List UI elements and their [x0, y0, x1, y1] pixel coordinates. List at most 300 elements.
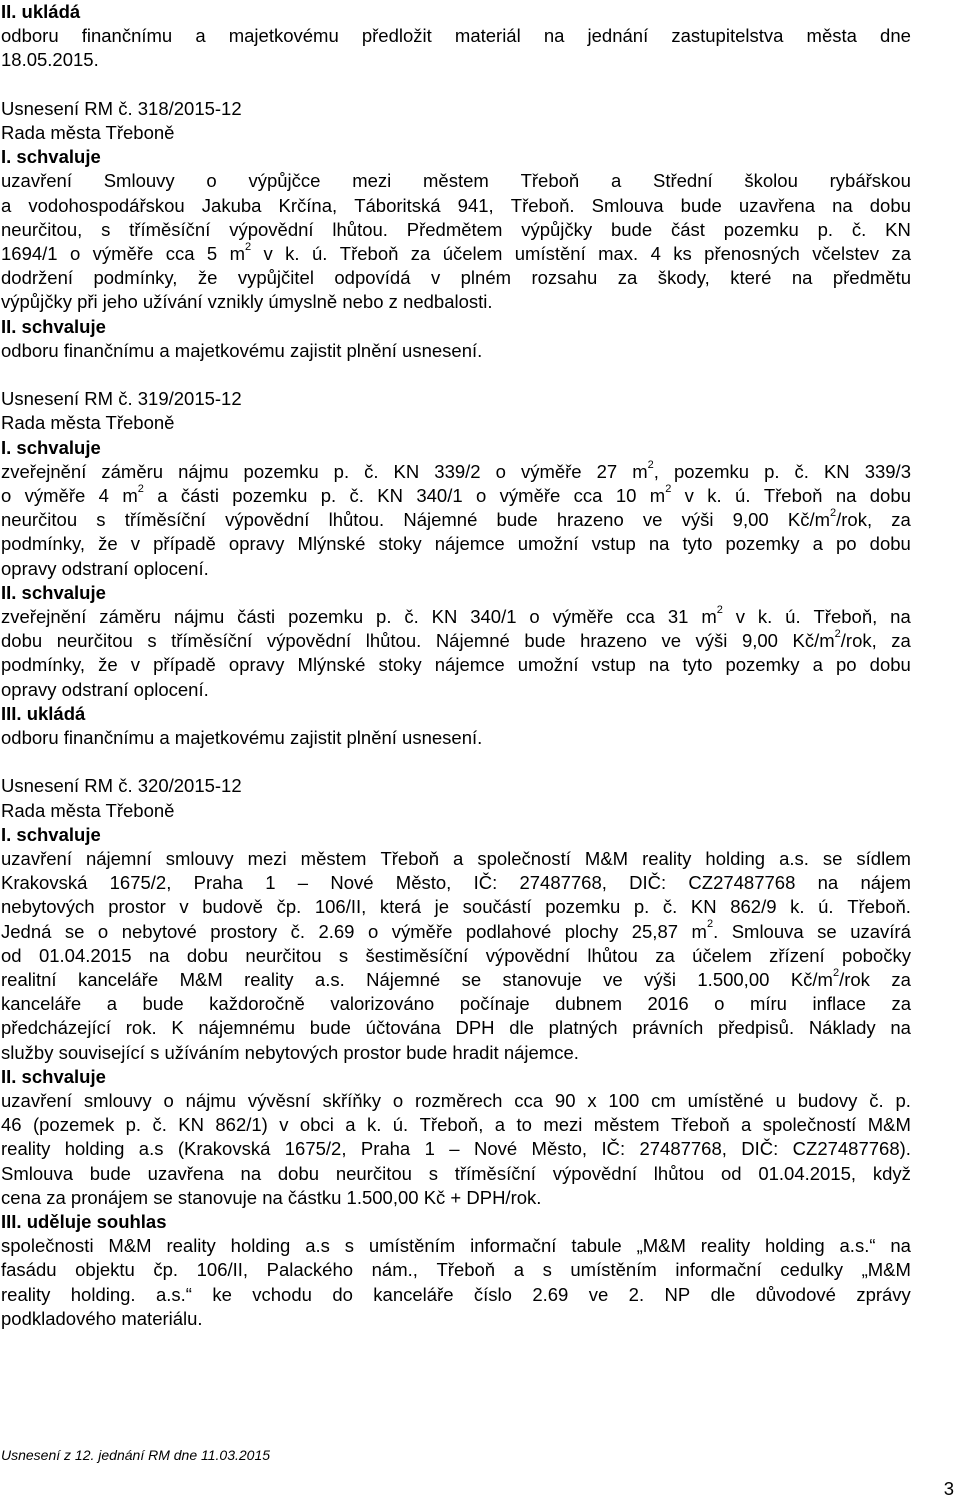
word: prostory — [210, 920, 278, 942]
word: pozemku — [723, 218, 799, 240]
text-line — [1, 532, 911, 556]
word: části — [180, 485, 219, 506]
text-line: Usnesení RM č. 319/2015-12 — [1, 388, 242, 410]
word: o — [495, 460, 506, 482]
word: případě — [153, 654, 216, 676]
word: dle — [509, 1017, 534, 1039]
word: o — [97, 920, 109, 942]
word: rok. — [125, 1017, 157, 1039]
word: a — [195, 25, 206, 47]
word: šestiměsíční — [365, 944, 469, 966]
word: uzavření — [1, 1090, 72, 1111]
word: plném — [460, 267, 512, 289]
word: účelem — [442, 243, 503, 264]
word: ú. — [818, 896, 834, 918]
word: ve — [661, 630, 682, 652]
word: KN — [690, 896, 717, 918]
word: za — [617, 267, 638, 289]
word: 10 — [615, 485, 637, 506]
word: škody, — [657, 267, 710, 289]
word: výši — [644, 969, 676, 990]
word: bude — [680, 194, 722, 216]
word: informační — [675, 1259, 762, 1281]
word: k. — [707, 485, 722, 506]
word: M&M — [867, 1114, 911, 1136]
word: dobu — [186, 944, 229, 966]
word: Třeboň. — [510, 194, 575, 216]
word: hrazeno — [556, 509, 624, 531]
word: Třeboň — [339, 243, 399, 264]
word: 2.69 — [532, 1283, 569, 1305]
word: ke — [212, 1283, 232, 1305]
text-line — [1, 218, 911, 242]
word: 941, — [457, 194, 494, 216]
word: podlahové — [465, 920, 552, 942]
word: tříměsíční — [124, 509, 206, 531]
word: Nové — [473, 1138, 518, 1160]
word: kanceláře — [77, 969, 159, 990]
word: ú. — [392, 1114, 409, 1136]
word: cca — [626, 606, 655, 627]
word: 106/II, — [196, 1259, 249, 1281]
word: součástí — [462, 896, 532, 918]
word: bude — [610, 218, 653, 240]
word: s — [96, 509, 106, 531]
word: výměře — [92, 243, 154, 264]
word: s — [147, 630, 157, 652]
word: Jakuba — [201, 194, 262, 216]
word: 25,87 — [631, 920, 679, 942]
word: lhůtou. — [365, 630, 422, 652]
word: dobu — [869, 194, 911, 216]
word: nebytových — [1, 896, 95, 918]
word: vypůjčitel — [237, 267, 314, 289]
word: dubnem — [555, 993, 623, 1015]
word: účelem — [692, 944, 752, 966]
word: holding — [230, 1235, 291, 1257]
word: Praha — [360, 1138, 411, 1160]
text-line: opravy odstraní oplocení. — [1, 557, 209, 579]
word: po — [835, 654, 857, 676]
word: majetkovému — [228, 25, 339, 47]
word: umožní — [517, 654, 579, 676]
word: městem — [300, 848, 367, 869]
word: v — [130, 533, 140, 555]
word: předpisů. — [717, 1017, 795, 1039]
word: NP — [664, 1283, 691, 1305]
word: Táboritská — [354, 194, 441, 216]
word: vstup — [591, 533, 636, 555]
text-line — [1, 920, 911, 944]
word: právních — [632, 1017, 704, 1039]
word: s — [344, 1235, 354, 1257]
word: č. — [404, 606, 419, 627]
word: neurčitou — [1, 509, 78, 531]
word: ú. — [785, 606, 801, 627]
word: uzavírá — [850, 920, 911, 942]
word: nájem — [860, 872, 911, 894]
word: holding. — [70, 1283, 136, 1305]
word: 27487768, — [519, 872, 607, 894]
word: $Kč/m^2$/rok — [790, 966, 870, 990]
superscript-2: 2 — [647, 458, 654, 471]
word: Smlouva — [591, 194, 664, 216]
word: opravy — [228, 533, 285, 555]
word: pozemku — [232, 485, 308, 506]
word: v — [179, 896, 189, 918]
word: výpůjčky — [521, 218, 593, 240]
word: materiál — [454, 25, 521, 47]
word: předložit — [361, 25, 432, 47]
word: tříměsíční — [171, 630, 253, 652]
text-line: podkladového materiálu. — [1, 1307, 203, 1329]
word: 862/1) — [215, 1114, 268, 1136]
word: x — [587, 1090, 597, 1111]
text-line — [1, 266, 911, 290]
word: „M&M — [861, 1259, 911, 1281]
word: podmínky, — [1, 654, 85, 676]
word: uzavřena — [738, 194, 816, 216]
word: to — [516, 1114, 532, 1136]
word: č. — [364, 460, 379, 482]
word: CZ27487768). — [792, 1138, 911, 1160]
text-line — [1, 968, 911, 992]
word: Mlýnské — [297, 654, 366, 676]
word: mezi — [352, 170, 392, 192]
word: dobu — [869, 485, 911, 506]
word: neurčitou — [245, 944, 322, 966]
word: Nájemné — [403, 509, 478, 531]
word: s — [428, 1162, 438, 1184]
word: o — [714, 993, 725, 1015]
word: bude — [89, 1162, 131, 1184]
word: KN — [885, 218, 911, 240]
word: 100 — [608, 1090, 640, 1111]
word: Smlouva — [1, 1162, 73, 1184]
word: vchodu — [252, 1283, 312, 1305]
word: že — [98, 533, 118, 555]
word: p. — [633, 896, 650, 918]
word: k. — [790, 896, 805, 918]
word: p. — [376, 606, 392, 627]
word: na — [543, 25, 565, 47]
word: v — [130, 654, 140, 676]
word: výměře — [552, 606, 614, 627]
text-line: opravy odstraní oplocení. — [1, 678, 209, 700]
word: ú. — [735, 485, 751, 506]
word: a.s.“ — [155, 1283, 192, 1305]
word: školou — [744, 170, 798, 192]
word: M&M — [108, 1235, 152, 1257]
word: $m^2$ — [122, 482, 144, 506]
word: záměru — [101, 460, 164, 482]
word: kanceláře — [373, 1283, 454, 1305]
word: $m^2$ — [701, 603, 723, 627]
word: č. — [290, 920, 305, 942]
word: výši — [681, 509, 714, 531]
word: Předmětem — [406, 218, 503, 240]
word: vodohospodářskou — [28, 194, 185, 216]
word: cm — [651, 1090, 676, 1111]
word: předcházející — [1, 1017, 112, 1039]
word: p. — [320, 485, 337, 506]
superscript-2: 2 — [137, 482, 144, 495]
word: za — [655, 944, 675, 966]
word: a.s. — [314, 969, 345, 990]
word: lhůtou. — [328, 509, 385, 531]
word: 01.04.2015, — [758, 1162, 857, 1184]
word: jednání — [587, 25, 649, 47]
word: 4 — [98, 485, 109, 506]
word: k. — [285, 243, 300, 264]
text-line: výpůjčky při jeho užívání vznikly úmyslně nebo z nedbalosti. — [1, 291, 493, 313]
word: společností — [477, 848, 571, 869]
word: včelstev — [812, 243, 880, 264]
text-line — [1, 508, 911, 532]
word: za — [891, 969, 911, 990]
word: a — [453, 848, 464, 869]
word: Třeboň. — [847, 896, 911, 918]
word: že — [197, 267, 218, 289]
word: bude — [309, 1017, 351, 1039]
word: Smlouva — [731, 920, 804, 942]
word: a — [812, 533, 823, 555]
text-line: odboru finančnímu a majetkovému zajistit plnění usnesení. — [1, 339, 483, 361]
word: za — [891, 243, 911, 264]
word: umístěním — [368, 1235, 456, 1257]
word: výpovědní — [485, 944, 571, 966]
word: podmínky, — [1, 533, 85, 555]
word: KN — [377, 485, 403, 506]
text-line — [1, 1016, 911, 1040]
text-line — [1, 847, 911, 871]
word: na — [648, 654, 670, 676]
word: za — [891, 993, 911, 1015]
word: a.s.“ — [839, 1235, 876, 1257]
word: část — [670, 218, 705, 240]
word: KN — [178, 1114, 204, 1136]
word: tříměsíční — [454, 1162, 536, 1184]
word: je — [434, 896, 450, 918]
text-line: cena za pronájem se stanovuje na částku 1.500,00 Kč + DPH/rok. — [1, 1186, 542, 1208]
word: 106/II, — [314, 896, 367, 918]
word: plochy — [564, 920, 619, 942]
word: informační — [470, 1235, 557, 1257]
word: a — [345, 1114, 356, 1136]
word: reality — [166, 1235, 216, 1257]
word: IČ: — [473, 872, 498, 894]
section-heading: I. schvaluje — [1, 436, 101, 458]
word: zveřejnění — [1, 606, 87, 627]
word: v — [684, 485, 694, 506]
text-line — [1, 895, 911, 919]
word: 862/9 — [730, 896, 777, 918]
text-line — [1, 605, 911, 629]
word: a — [494, 1114, 506, 1136]
word: výpovědní — [229, 218, 314, 240]
word: s — [101, 218, 111, 240]
text-line: Usnesení RM č. 318/2015-12 — [1, 97, 242, 119]
word: na — [240, 1162, 262, 1184]
word: o — [367, 920, 379, 942]
word: $m^2$ — [229, 240, 252, 264]
word: p. — [333, 460, 350, 482]
word: – — [297, 872, 309, 894]
word: pozemku — [288, 606, 364, 627]
word: $m^2$. — [691, 918, 719, 942]
word: Třeboň — [380, 848, 440, 869]
word: se — [822, 848, 843, 869]
word: č. — [869, 1090, 884, 1111]
word: Třeboň — [520, 170, 580, 192]
word: 1 — [265, 872, 276, 894]
word: za — [891, 630, 911, 652]
word: 1.500,00 — [697, 969, 770, 990]
word: výpůjčce — [248, 170, 321, 192]
word: mezi — [247, 848, 287, 869]
word: dodržení — [1, 267, 73, 289]
word: míru — [749, 993, 787, 1015]
word: Nové — [330, 872, 374, 894]
word: KN — [431, 606, 458, 627]
word: cca — [573, 485, 603, 506]
word: Mlýnské — [297, 533, 366, 555]
word: realitní — [1, 969, 57, 990]
word: na — [890, 606, 911, 627]
superscript-2: 2 — [716, 603, 723, 616]
word: Praha — [193, 872, 243, 894]
word: 90 — [554, 1090, 576, 1111]
word: č. — [794, 460, 809, 482]
word: 1694/1 — [1, 243, 58, 264]
superscript-2: 2 — [245, 240, 252, 253]
word: výměře — [499, 485, 561, 506]
word: na — [648, 533, 670, 555]
word: 5 — [206, 243, 218, 264]
word: k. — [366, 1114, 382, 1136]
word: smlouvy — [165, 848, 234, 869]
word: v — [735, 606, 745, 627]
word: výpovědní — [225, 509, 310, 531]
word: inflace — [812, 993, 866, 1015]
word: a — [812, 654, 823, 676]
word: o — [476, 485, 487, 506]
word: s — [338, 944, 349, 966]
word: cca — [514, 1090, 544, 1111]
word: 2016 — [647, 993, 689, 1015]
word: 2. — [628, 1283, 645, 1305]
word: výměře — [391, 920, 453, 942]
word: 31 — [667, 606, 689, 627]
word: reality — [244, 969, 294, 990]
word: IČ: — [601, 1138, 626, 1160]
word: p. — [817, 218, 834, 240]
word: Krakovská — [1, 872, 88, 894]
word: předmětu — [832, 267, 911, 289]
word: 01.04.2015 — [38, 944, 132, 966]
word: uzavření — [1, 170, 72, 192]
word: obci — [299, 1114, 334, 1136]
word: 339/3 — [864, 460, 911, 482]
word: hrazeno — [580, 630, 647, 652]
word: p. — [895, 1090, 911, 1111]
word: na — [890, 1235, 911, 1257]
word: odboru — [1, 25, 59, 47]
superscript-2: 2 — [706, 918, 714, 931]
word: 9,00 — [732, 509, 769, 531]
word: nájemnému — [198, 1017, 296, 1039]
text-line: Rada města Třeboně — [1, 122, 175, 143]
text-line — [1, 242, 911, 266]
text-line — [1, 194, 911, 218]
word: o — [163, 1090, 174, 1111]
word: a.s — [305, 1235, 330, 1257]
word: zprávy — [856, 1283, 911, 1305]
word: městem — [423, 170, 489, 192]
word: dle — [710, 1283, 736, 1305]
word: k. — [757, 606, 773, 627]
word: dobu — [869, 654, 911, 676]
word: přenosných — [704, 243, 800, 264]
word: nájmu — [185, 1090, 237, 1111]
word: o — [69, 243, 81, 264]
word: bude — [496, 509, 538, 531]
word: pozemku — [673, 460, 750, 482]
word: umožní — [517, 533, 579, 555]
word: pozemku — [243, 460, 319, 482]
page-footer: Usnesení z 12. jednání RM dne 11.03.2015 — [1, 1447, 271, 1463]
text-line: odboru finančnímu a majetkovému zajistit plnění usnesení. — [1, 727, 483, 748]
word: a — [1, 194, 12, 216]
text-line — [1, 1162, 911, 1186]
word: na — [148, 944, 170, 966]
word: na — [791, 267, 813, 289]
word: 27 — [596, 460, 618, 482]
text-line — [1, 1283, 911, 1307]
word: K — [171, 1017, 184, 1039]
word: 340/1 — [470, 606, 517, 627]
word: reality — [1, 1138, 51, 1160]
word: č. — [349, 485, 364, 506]
word: Třeboň — [436, 1259, 496, 1281]
section-heading: II. ukládá — [1, 1, 81, 22]
word: města — [806, 25, 857, 47]
word: č. — [152, 1114, 167, 1136]
word: mezi — [543, 1114, 583, 1136]
word: v — [263, 243, 273, 264]
word: $m^2$ — [649, 482, 672, 506]
text-line — [1, 1089, 911, 1113]
word: DPH — [455, 1017, 495, 1039]
text-line — [1, 1113, 911, 1137]
text-line: Usnesení RM č. 320/2015-12 — [1, 775, 242, 797]
text-line — [1, 629, 911, 653]
word: ve — [588, 1283, 609, 1305]
word: nájemní — [85, 848, 152, 869]
word: reality — [642, 848, 692, 869]
word: smlouvy — [83, 1090, 152, 1111]
text-line — [1, 871, 911, 895]
word: se — [817, 920, 837, 942]
word: bude — [142, 993, 184, 1015]
word: výpovědní — [552, 1162, 638, 1184]
word: (pozemek — [32, 1114, 115, 1136]
text-line — [1, 1137, 911, 1161]
word: v — [279, 1114, 289, 1136]
word: 9,00 — [741, 630, 778, 652]
word: nájmu — [173, 606, 225, 627]
text-line — [1, 169, 911, 193]
